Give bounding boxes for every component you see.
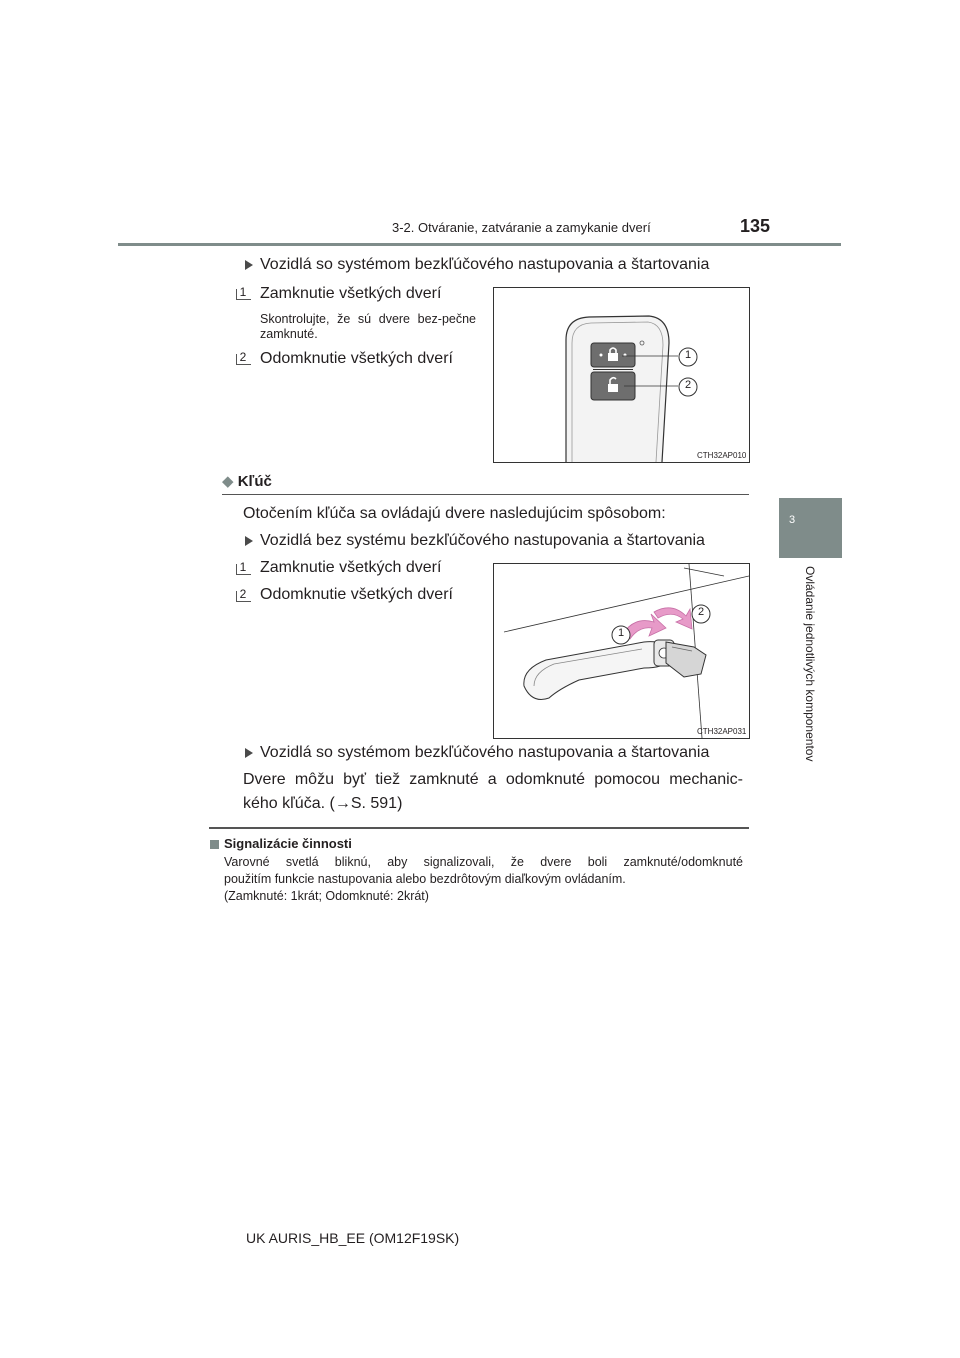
item-lock-note: Skontrolujte, že sú dvere bez-pečne zamknuté. [260,312,476,341]
smart-section-title: Vozidlá so systémom bezkľúčového nastupovania a štartovania [260,256,710,273]
section-header: 3-2. Otváranie, zatváranie a zamykanie dverí [392,220,651,235]
callout-1: 1 [617,627,625,639]
item-number-badge: 2 [236,587,250,602]
callout-2: 2 [684,379,692,391]
footer-model-code: UK AURIS_HB_EE (OM12F19SK) [246,1230,460,1246]
chapter-tab [779,498,842,558]
note-line-2: použitím funkcie nastupovania alebo bezdrôtovým diaľkovým ovládaním. [224,872,626,886]
note-heading: Signalizácie činnosti [224,836,352,851]
smart-key-figure [493,287,750,463]
key-subtitle-2: Vozidlá so systémom bezkľúčového nastupovania a štartovania [260,744,710,761]
item-number-badge: 1 [236,560,250,575]
key-subtitle: Vozidlá bez systému bezkľúčového nastupovania a štartovania [260,532,705,549]
triangle-bullet-icon [245,260,253,270]
callout-1: 1 [684,349,692,361]
item-number-badge: 1 [236,285,250,300]
mechanical-key-para-line2[interactable]: kého kľúča. (→S. 591) [243,795,403,812]
item-lock-all-label: Zamknutie všetkých dverí [260,285,442,302]
note-line-1: Varovné svetlá bliknú, aby signalizovali, že dvere boli zamknuté/odomknuté [224,855,743,869]
key-heading: ◆ Kľúč [222,473,272,490]
diamond-bullet-icon: ◆ [222,473,234,490]
key-item-lock-label: Zamknutie všetkých dverí [260,559,442,576]
triangle-bullet-icon [245,536,253,546]
door-key-figure [493,563,750,739]
section-rule [222,494,749,495]
page-number: 135 [740,216,771,236]
mechanical-key-para-line1: Dvere môžu byť tiež zamknuté a odomknuté pomocou mechanic- [243,771,743,788]
item-unlock-all-label: Odomknutie všetkých dverí [260,350,453,367]
item-number-badge: 2 [236,350,250,365]
chapter-label: Ovládanie jednotlivých komponentov [803,566,817,762]
square-bullet-icon [210,840,219,849]
callout-2: 2 [697,606,705,618]
note-line-3: (Zamknuté: 1krát; Odomknuté: 2krát) [224,889,429,903]
figure-code: CTH32AP010 [697,451,747,460]
door-key-illustration [494,564,749,738]
header-rule [118,243,841,246]
key-item-unlock-label: Odomknutie všetkých dverí [260,586,453,603]
smart-key-illustration [494,288,749,462]
figure-code: CTH32AP031 [697,727,747,736]
section-rule [209,827,749,829]
triangle-bullet-icon [245,748,253,758]
key-intro: Otočením kľúča sa ovládajú dvere nasledujúcim spôsobom: [243,505,666,522]
chapter-number: 3 [789,514,796,526]
